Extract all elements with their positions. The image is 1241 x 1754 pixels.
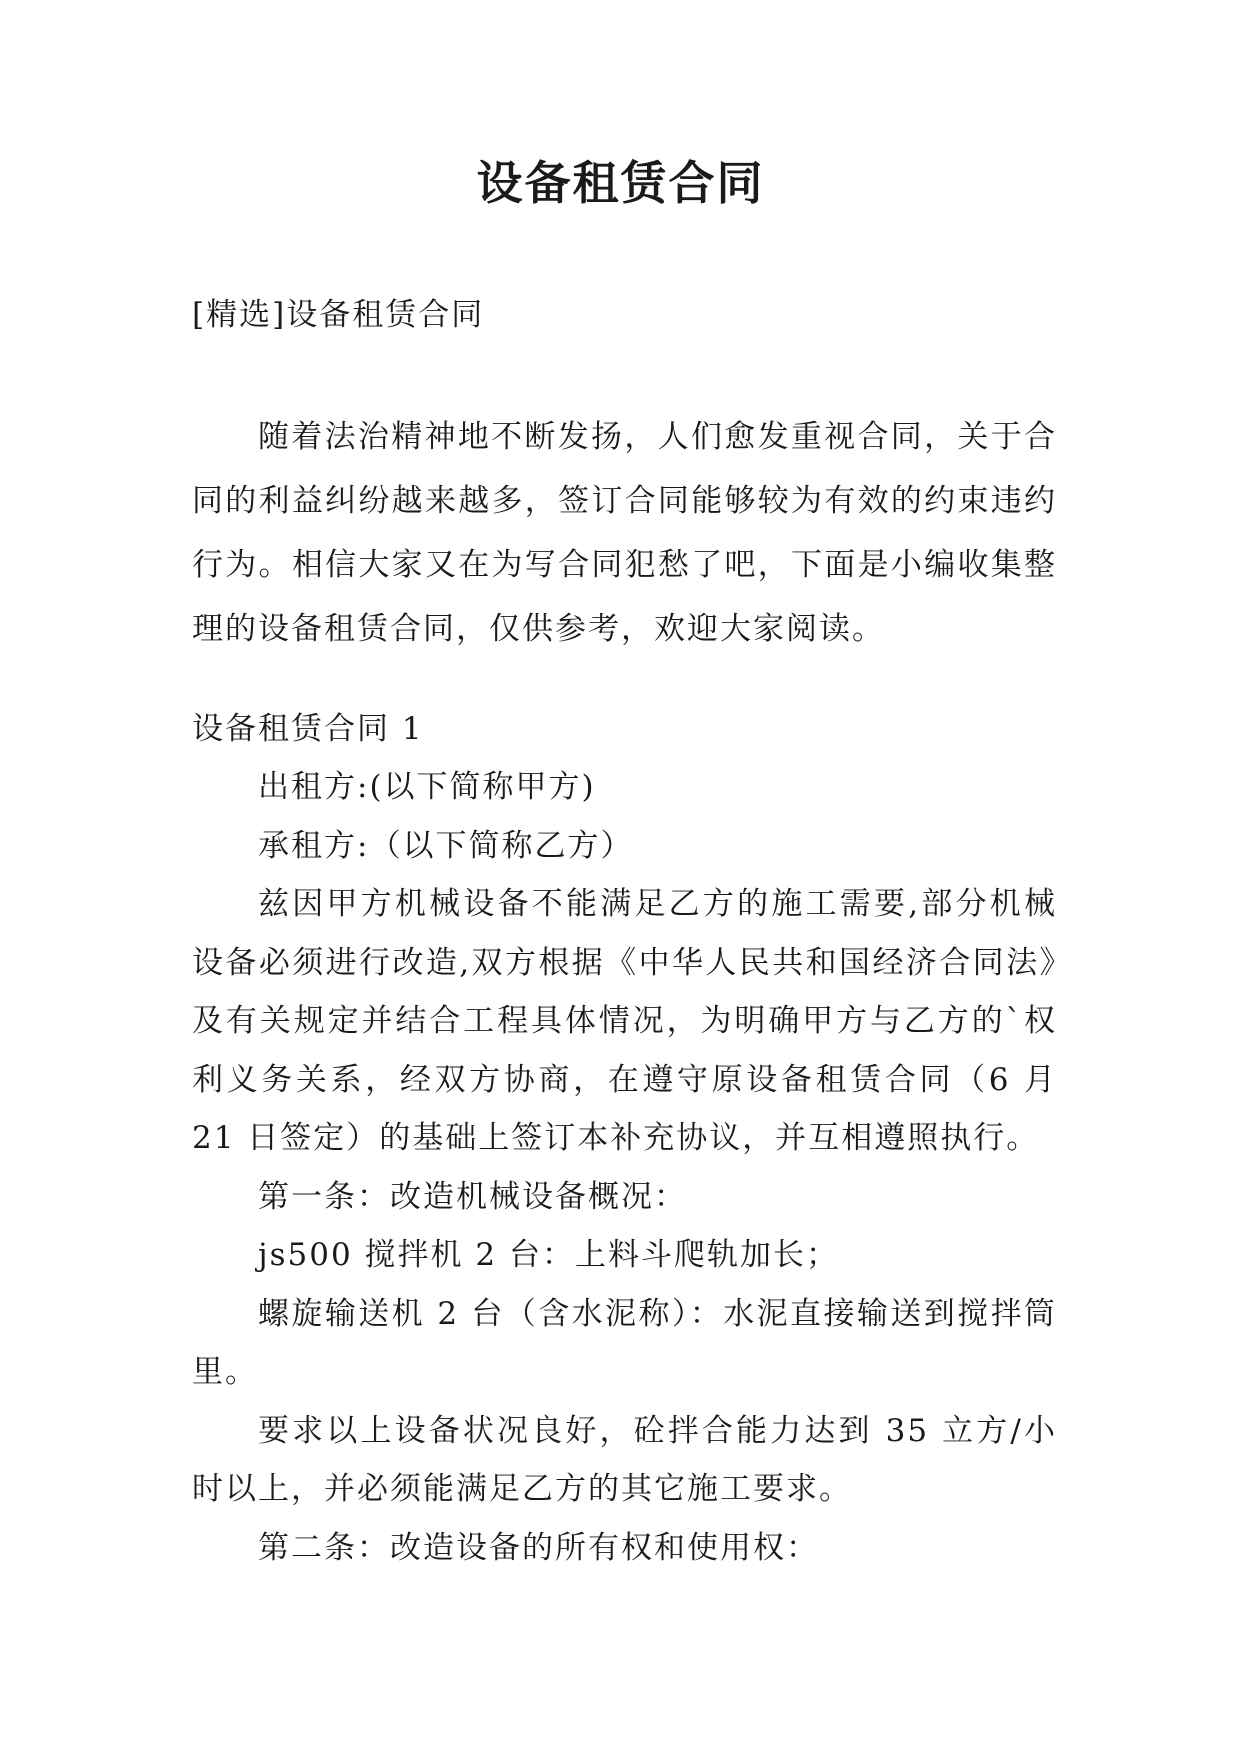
- article-1-heading: 第一条：改造机械设备概况：: [258, 1178, 687, 1215]
- article-1-requirement: 要求以上设备状况良好，砼拌合能力达到 35 立方/小时以上，并必须能满足乙方的其它施工要求。: [192, 1412, 1057, 1507]
- document-subtitle: [精选]设备租赁合同: [192, 297, 485, 333]
- article-1-item-mixer: js500 搅拌机 2 台：上料斗爬轨加长；: [258, 1237, 839, 1273]
- lessee-line: 承租方:（以下简称乙方）: [258, 827, 634, 864]
- preamble-paragraph: 兹因甲方机械设备不能满足乙方的施工需要,部分机械设备必须进行改造,双方根据《中华人民共和国经济合同法》及有关规定并结合工程具体情况，为明确甲方与乙方的`权利义务关系，经双方协商，在遵守原设备租赁合同（6 月 21 日签定）的基础上签订本补充协议，并互相遵照执行。: [192, 886, 1057, 1156]
- article-2-heading: 第二条：改造设备的所有权和使用权：: [258, 1529, 819, 1566]
- intro-paragraph: 随着法治精神地不断发扬，人们愈发重视合同，关于合同的利益纠纷越来越多，签订合同能够较为有效的约束违约行为。相信大家又在为写合同犯愁了吧，下面是小编收集整理的设备租赁合同，仅供参考，欢迎大家阅读。: [192, 419, 1057, 647]
- document-title: 设备租赁合同: [476, 156, 765, 210]
- section-title: 设备租赁合同 1: [192, 711, 424, 747]
- article-1-item-conveyor: 螺旋输送机 2 台（含水泥称）：水泥直接输送到搅拌筒里。: [192, 1295, 1057, 1390]
- contract-body: [192, 758, 1057, 1577]
- lessor-line: 出租方:(以下简称甲方): [258, 769, 596, 805]
